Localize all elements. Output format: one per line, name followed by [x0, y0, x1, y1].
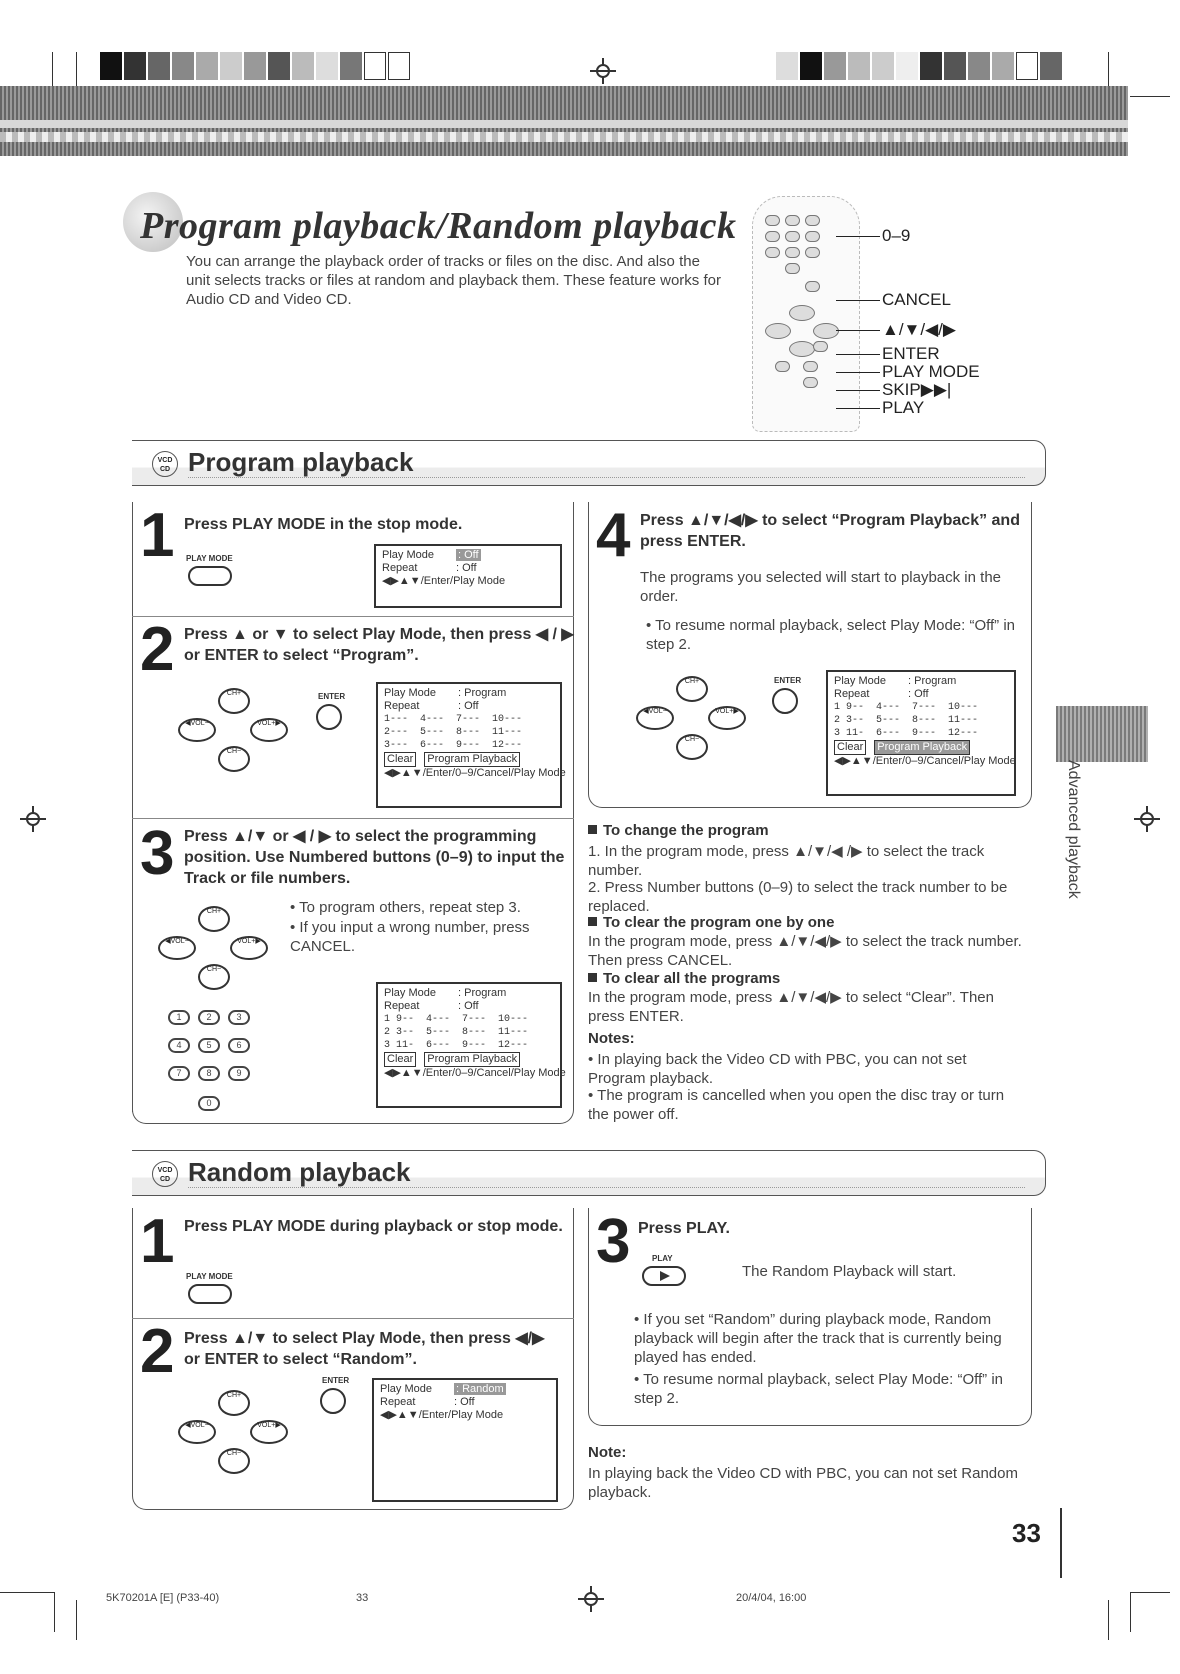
remote-label: PLAY MODE	[882, 362, 980, 381]
registration-mark-right-icon	[1134, 806, 1160, 832]
osd-screen: Play Mode : Off Repeat : Off ◀▶▲▼/Enter/Play Mode	[374, 544, 562, 608]
footer-code: 5K70201A [E] (P33-40)	[106, 1592, 220, 1604]
button-label: PLAY	[652, 1254, 673, 1263]
step-number: 1	[140, 501, 175, 570]
notes-heading: Notes:	[588, 1030, 635, 1047]
nav-cluster-icon: CH+ ◀VOL− VOL+▶ CH−	[178, 688, 298, 778]
enter-button-icon	[320, 1388, 346, 1414]
registration-mark-left-icon	[20, 806, 46, 832]
page-title: Program playback/Random playback	[140, 205, 737, 247]
bullet-item: • To resume normal playback, select Play Mode: “Off” in step 2.	[634, 1371, 1004, 1407]
crop-mark	[76, 1600, 77, 1640]
play-button-icon	[642, 1266, 686, 1286]
remote-label: SKIP▶▶|	[882, 380, 952, 399]
button-label: PLAY MODE	[186, 554, 233, 563]
osd-screen: Play Mode : Program Repeat : Off 1 9-- 4--- 7--- 10--- 2 3-- 5--- 8--- 11--- 3 11- 6--- 9--- 12--- Clear Program Playback ◀▶▲▼/Enter/0–9/Cancel/Play Mode	[376, 982, 562, 1108]
step-body: The Random Playback will start.	[742, 1263, 957, 1280]
page-number-rule	[1060, 1508, 1062, 1578]
help-text: 1. In the program mode, press ▲/▼/◀ /▶ to select the track number.	[588, 843, 985, 879]
disc-badge-icon: VCD CD	[152, 451, 178, 477]
remote-label: 0–9	[882, 226, 911, 245]
step-number: 2	[140, 615, 175, 684]
remote-control-illustration	[752, 196, 860, 432]
nav-cluster-icon: CH+ ◀VOL− VOL+▶ CH−	[636, 676, 756, 766]
bullet-item: • If you set “Random” during playback mode, Random playback will begin after the track that is currently being played has ended.	[634, 1311, 1002, 1366]
disc-badge-icon: VCD CD	[152, 1161, 178, 1187]
button-label: ENTER	[774, 676, 802, 685]
help-text: In the program mode, press ▲/▼/◀/▶ to select “Clear”. Then press ENTER.	[588, 989, 994, 1025]
subheading: To clear all the programs	[588, 970, 780, 987]
section-header-program	[132, 440, 1046, 486]
step-title: Press PLAY MODE in the stop mode.	[184, 516, 463, 533]
registration-bar-right	[776, 52, 1064, 80]
nav-cluster-icon: CH+ ◀VOL− VOL+▶ CH−	[178, 1390, 298, 1480]
section-header-random	[132, 1150, 1046, 1196]
play-mode-button-icon	[188, 566, 232, 586]
subheading: To change the program	[588, 822, 769, 839]
step-title: Press ▲/▼ or ◀ / ▶ to select the programming position. Use Numbered buttons (0–9) to input the Track or file numbers.	[184, 828, 565, 887]
note-text: In playing back the Video CD with PBC, you can not set Random playback.	[588, 1465, 1018, 1501]
enter-button-icon	[316, 704, 342, 730]
step-number: 3	[596, 1207, 631, 1276]
button-label: ENTER	[318, 692, 346, 701]
nav-cluster-icon: CH+ ◀VOL− VOL+▶ CH−	[158, 906, 278, 996]
step-title: Press ▲ or ▼ to select Play Mode, then press ◀ / ▶ or ENTER to select “Program”.	[184, 626, 574, 664]
intro-text: You can arrange the playback order of tracks or files on the disc. And also the unit selects tracks or files at random and playback them. These feature works for Audio CD and Video CD.	[186, 253, 721, 308]
crop-mark	[54, 1592, 55, 1632]
step-number: 2	[140, 1317, 175, 1386]
note-heading: Note:	[588, 1444, 627, 1461]
step-number: 3	[140, 819, 175, 888]
footer-page: 33	[356, 1592, 369, 1604]
note-item: • In playing back the Video CD with PBC, you can not set Program playback.	[588, 1051, 967, 1087]
bullet-item: • To resume normal playback, select Play Mode: “Off” in step 2.	[646, 617, 1016, 653]
remote-label: PLAY	[882, 398, 925, 417]
side-tab-label: Advanced playback	[1065, 760, 1082, 899]
step-title: Press PLAY MODE during playback or stop mode.	[184, 1218, 563, 1235]
crop-mark	[1108, 1600, 1109, 1640]
button-label: PLAY MODE	[186, 1272, 233, 1281]
remote-label: CANCEL	[882, 290, 951, 309]
step-title: Press PLAY.	[638, 1220, 730, 1237]
play-mode-button-icon	[188, 1284, 232, 1304]
crop-mark	[1130, 96, 1170, 97]
step-body: The programs you selected will start to playback in the order.	[640, 569, 1002, 605]
section-title: Random playback	[188, 1157, 411, 1187]
crop-mark	[1130, 1592, 1131, 1632]
help-text: 2. Press Number buttons (0–9) to select the track number to be replaced.	[588, 879, 1008, 915]
step-title: Press ▲/▼/◀/▶ to select “Program Playback” and press ENTER.	[640, 512, 1020, 550]
button-label: ENTER	[322, 1376, 350, 1385]
note-item: • The program is cancelled when you open the disc tray or turn the power off.	[588, 1087, 1005, 1123]
osd-screen: Play Mode : Random Repeat : Off ◀▶▲▼/Enter/Play Mode	[372, 1378, 558, 1502]
section-title: Program playback	[188, 447, 414, 477]
subheading: To clear the program one by one	[588, 914, 834, 931]
side-tab-band	[1056, 706, 1148, 762]
enter-button-icon	[772, 688, 798, 714]
footer-date: 20/4/04, 16:00	[736, 1592, 807, 1604]
step-number: 1	[140, 1207, 175, 1276]
header-band	[0, 86, 1128, 156]
help-text: In the program mode, press ▲/▼/◀/▶ to select the track number. Then press CANCEL.	[588, 933, 1022, 969]
page-number: 33	[1012, 1518, 1041, 1548]
osd-screen: Play Mode : Program Repeat : Off 1--- 4--- 7--- 10--- 2--- 5--- 8--- 11--- 3--- 6--- 9--- 12--- Clear Program Playback ◀▶▲▼/Enter/0–9/Cancel/Play Mode	[376, 682, 562, 808]
step-title: Press ▲/▼ to select Play Mode, then press ◀/▶ or ENTER to select “Random”.	[184, 1330, 545, 1368]
crop-mark	[1130, 1592, 1170, 1593]
bullet-item: • To program others, repeat step 3.	[290, 899, 521, 916]
osd-screen: Play Mode : Program Repeat : Off 1 9-- 4--- 7--- 10--- 2 3-- 5--- 8--- 11--- 3 11- 6--- 9--- 12--- Clear Program Playback ◀▶▲▼/Enter/0–9/Cancel/Play Mode	[826, 670, 1016, 796]
crop-mark	[0, 1592, 54, 1593]
step-number: 4	[596, 501, 631, 570]
registration-mark-bottom-icon	[578, 1586, 604, 1612]
remote-label: ENTER	[882, 344, 940, 363]
bullet-item: • If you input a wrong number, press CANCEL.	[290, 919, 530, 955]
registration-bar-left	[100, 52, 412, 80]
registration-mark-top-icon	[590, 58, 616, 84]
remote-label: ▲/▼/◀/▶	[882, 320, 956, 339]
